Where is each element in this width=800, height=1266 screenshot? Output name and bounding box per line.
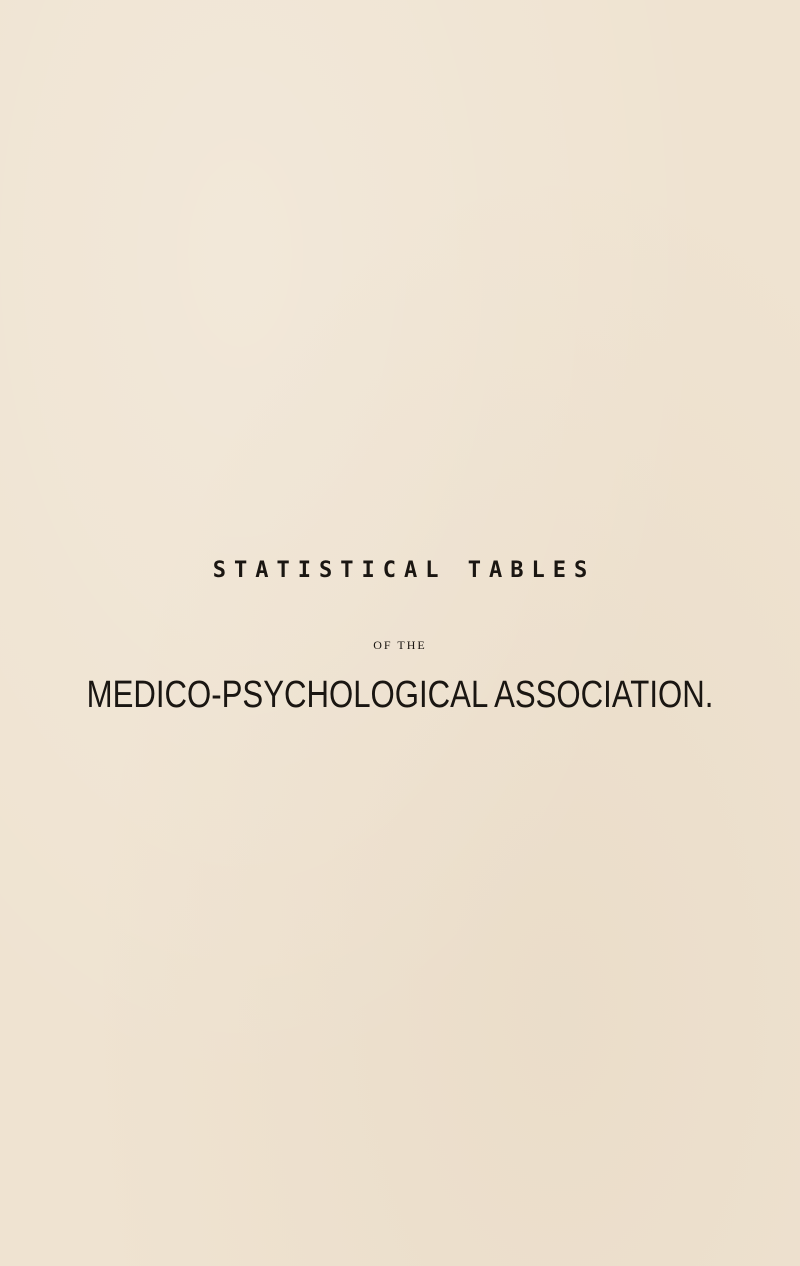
- title-connector: OF THE: [373, 638, 427, 652]
- title-heading: STATISTICAL TABLES: [212, 558, 596, 583]
- association-name: MEDICO-PSYCHOLOGICAL ASSOCIATION.: [86, 674, 714, 716]
